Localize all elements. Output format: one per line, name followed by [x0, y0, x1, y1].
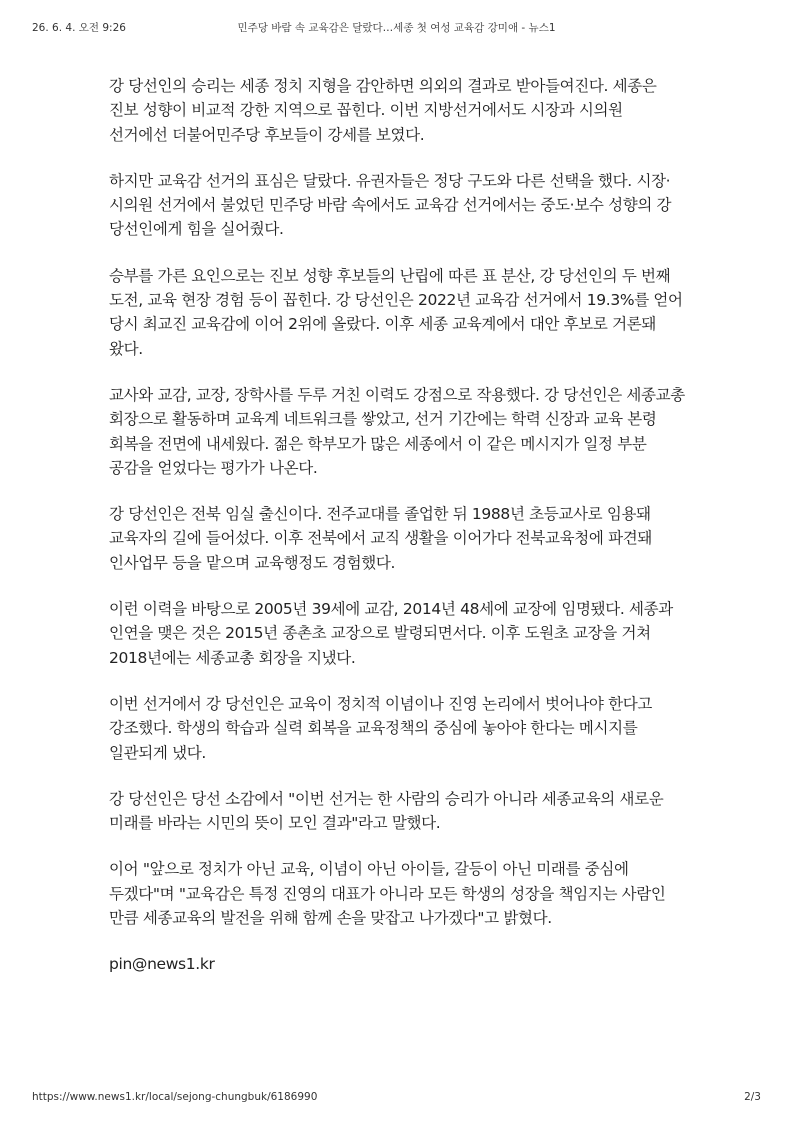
article-paragraph: 교사와 교감, 교장, 장학사를 두루 거친 이력도 강점으로 작용했다. 강 당선인은 세종교총 회장으로 활동하며 교육계 네트워크를 쌓았고, 선거 기간에는 학력 신장과 교육 본령 회복을 전면에 내세웠다. 젊은 학부모가 많은 세종에서 이 같은 메시지가 일정 부분 공감을 얻었다는 평가가 나온다.: [109, 385, 685, 477]
article-paragraph: 강 당선인은 당선 소감에서 "이번 선거는 한 사람의 승리가 아니라 세종교육의 새로운 미래를 바라는 시민의 뜻이 모인 결과"라고 말했다.: [109, 789, 664, 833]
article-paragraph: 이번 선거에서 강 당선인은 교육이 정치적 이념이나 진영 논리에서 벗어나야 한다고 강조했다. 학생의 학습과 실력 회복을 교육정책의 중심에 놓아야 한다는 메시지를 일관되게 냈다.: [109, 694, 652, 762]
print-datetime: 26. 6. 4. 오전 9:26: [32, 22, 126, 34]
article-paragraph: 이어 "앞으로 정치가 아닌 교육, 이념이 아닌 아이들, 갈등이 아닌 미래를 중심에 두겠다"며 "교육감은 특정 진영의 대표가 아니라 모든 학생의 성장을 책임지는 사람인 만큼 세종교육의 발전을 위해 함께 손을 맞잡고 나가겠다"고 밝혔다.: [109, 860, 666, 928]
article-paragraph: 승부를 가른 요인으로는 진보 성향 후보들의 난립에 따른 표 분산, 강 당선인의 두 번째 도전, 교육 현장 경험 등이 꼽힌다. 강 당선인은 2022년 교육감 선거에서 19.3%를 얻어 당시 최교진 교육감에 이어 2위에 올랐다. 이후 세종 교육계에서 대안 후보로 거론돼 왔다.: [109, 266, 683, 358]
print-header: [32, 20, 761, 36]
print-page-title: 민주당 바람 속 교육감은 달랐다…세종 첫 여성 교육감 강미애 - 뉴스1: [237, 22, 556, 34]
page-number: 2/3: [744, 1091, 761, 1103]
article-paragraph: 하지만 교육감 선거의 표심은 달랐다. 유권자들은 정당 구도와 다른 선택을 했다. 시장·시의원 선거에서 불었던 민주당 바람 속에서도 교육감 선거에서는 중도·보수 성향의 강 당선인에게 힘을 실어줬다.: [109, 171, 672, 239]
print-footer: [32, 1091, 761, 1105]
article-body: [109, 74, 685, 999]
article-paragraph: 이런 이력을 바탕으로 2005년 39세에 교감, 2014년 48세에 교장에 임명됐다. 세종과 인연을 맺은 것은 2015년 종촌초 교장으로 발령되면서다. 이후 도원초 교장을 거쳐 2018년에는 세종교총 회장을 지냈다.: [109, 600, 673, 667]
page-url[interactable]: https://www.news1.kr/local/sejong-chungbuk/6186990: [32, 1091, 318, 1103]
reporter-email[interactable]: pin@news1.kr: [109, 955, 215, 974]
article-paragraph: 강 당선인은 전북 임실 출신이다. 전주교대를 졸업한 뒤 1988년 초등교사로 임용돼 교육자의 길에 들어섰다. 이후 전북에서 교직 생활을 이어가다 전북교육청에 파견돼 인사업무 등을 맡으며 교육행정도 경험했다.: [109, 505, 652, 572]
article-paragraph: 강 당선인의 승리는 세종 정치 지형을 감안하면 의외의 결과로 받아들여진다. 세종은 진보 성향이 비교적 강한 지역으로 꼽힌다. 이번 지방선거에서도 시장과 시의원 선거에선 더불어민주당 후보들이 강세를 보였다.: [109, 77, 657, 144]
